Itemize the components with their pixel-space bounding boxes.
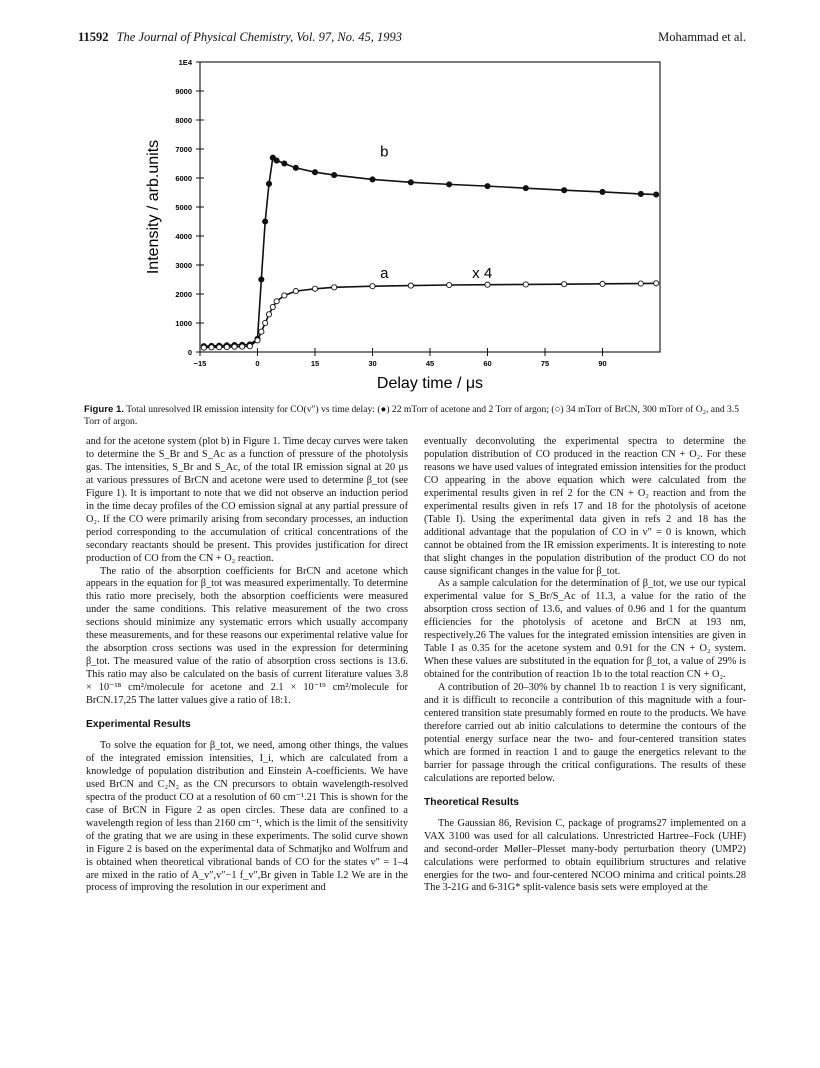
data-point-b — [485, 184, 490, 189]
x-tick-label: 60 — [483, 359, 492, 368]
page-number: 11592 — [78, 30, 109, 44]
data-point-a — [408, 283, 413, 288]
paragraph: eventually deconvoluting the experimental spectra to determine the population distribution of CO produced in the reaction CN + O₂. For these reasons we have used values of integrated emission intensities for the product CO appearing in the above equation which were calculated from the experimental results given in ref 2 for the CN + O₂ reaction and from the experimental results given in refs 17 and 18 for the photolysis of acetone (Table I). Using the experimental data given in refs 2 and 18 has the additional advantage that the population of CO in v″ = 0 is known, which cannot be obtained from the IR emission experiments. It is interesting to note that slight changes in the population distribution of the product CO do not cause significant changes in the value for β_tot. — [424, 436, 746, 577]
data-point-a — [370, 284, 375, 289]
data-point-b — [312, 170, 317, 175]
data-point-a — [282, 293, 287, 298]
right-column — [424, 436, 746, 895]
y-tick-label: 9000 — [175, 87, 192, 96]
scale-annotation: x 4 — [472, 265, 493, 283]
data-point-a — [638, 281, 643, 286]
x-axis-label: Delay time / μs — [376, 375, 484, 392]
data-point-a — [263, 320, 268, 325]
data-point-b — [408, 180, 413, 185]
x-tick-label: −15 — [193, 359, 207, 368]
y-tick-label: 0 — [187, 348, 192, 357]
figure-label: Figure 1. — [84, 404, 124, 415]
y-tick-label: 1000 — [175, 319, 192, 328]
data-point-a — [447, 282, 452, 287]
data-point-b — [293, 165, 298, 170]
paragraph: As a sample calculation for the determination of β_tot, we use our typical experimental value for S_Br/S_Ac of 11.3, a value for the ratio of the absorption cross section of 13.6, and values of 0.96 and 1 for the quantum efficiencies for the photolysis of acetone and BrCN at 193 nm, respectively.26 The values for the integrated emission intensities are given in Table I as 0.35 for the acetone system and 0.91 for the CN + O₂ system. When these values are substituted in the equation for β_tot, a value of 29% is obtained for the contribution of reaction 1b to the total reaction CN + O₂. — [424, 578, 746, 681]
x-tick-label: 0 — [255, 359, 260, 368]
intensity-vs-delay-chart — [130, 52, 690, 402]
paragraph: The ratio of the absorption coefficients for BrCN and acetone which appears in the equation for β_tot was measured experimentally. To determine this ratio more precisely, both the absorption coefficients were measured under the same conditions. This relative measurement of the two cross sections should minimize any systematic errors which usually accompany these measurements, and for these reasons our experimental relative value for the absorption cross sections was used in the expression for determining β_tot. The measured value of the ratio of absorption cross sections is 13.6. This ratio may also be calculated on the basis of current literature values 3.8 × 10⁻¹⁸ cm²/molecule for acetone and 2.1 × 10⁻¹⁹ cm²/molecule for BrCN.17,25 The latter values give a ratio of 18:1. — [86, 565, 408, 707]
data-point-a — [274, 299, 279, 304]
left-column — [86, 436, 408, 895]
x-tick-label: 75 — [540, 359, 550, 368]
data-point-a — [523, 282, 528, 287]
series-annotation-a: a — [380, 265, 389, 283]
y-axis-label: Intensity / arb.units — [145, 139, 162, 275]
section-heading-theoretical: Theoretical Results — [424, 796, 519, 808]
data-point-b — [638, 191, 643, 196]
figure-caption — [84, 404, 744, 428]
data-point-b — [600, 189, 605, 194]
x-tick-label: 15 — [310, 359, 320, 368]
paragraph: A contribution of 20–30% by channel 1b to reaction 1 is very significant, and it is difficult to reconcile a contribution of this magnitude with a four-centered transition state presumably formed en route to the products. We have therefore carried out ab initio calculations to determine the contours of the potential energy surface near the two- and four-centered transition states which are formed in reaction 1 and to gauge the energetics relevant to the barrier for passage through the critical configurations. The results of these calculations are reported below. — [424, 682, 746, 784]
data-point-a — [247, 344, 252, 349]
data-point-b — [447, 182, 452, 187]
journal-title: The Journal of Physical Chemistry, Vol. 97, No. 45, 1993 — [116, 30, 402, 44]
data-point-a — [209, 345, 214, 350]
data-point-a — [485, 282, 490, 287]
y-tick-label: 5000 — [175, 203, 192, 212]
y-tick-label: 1E4 — [178, 58, 192, 67]
data-point-a — [259, 329, 264, 334]
data-point-b — [259, 277, 264, 282]
data-point-a — [312, 286, 317, 291]
data-point-b — [332, 173, 337, 178]
x-tick-label: 30 — [368, 359, 377, 368]
data-point-a — [224, 344, 229, 349]
x-tick-label: 45 — [425, 359, 435, 368]
data-point-a — [266, 312, 271, 317]
data-point-a — [255, 338, 260, 343]
paragraph: and for the acetone system (plot b) in Figure 1. Time decay curves were taken to determine the S_Br and S_Ac as a function of pressure of the photolysis gas. The intensities, S_Br and S_Ac, of the total IR emission signal at 20 μs at various pressures of BrCN and acetone were used to determine β_tot (see Figure 1). It is important to note that we did not observe an induction period in the time decay profiles of the CO emission signal at any partial pressure of O₂. If the CO were primarily arising from secondary processes, an induction period corresponding to the accumulation of critical concentrations of the secondary reactants should be present. This provides justification for direct production of CO from the CN + O₂ reaction. — [86, 436, 408, 564]
data-point-b — [523, 186, 528, 191]
y-tick-label: 7000 — [175, 145, 192, 154]
y-tick-label: 2000 — [175, 290, 192, 299]
data-point-a — [270, 304, 275, 309]
y-tick-label: 6000 — [175, 174, 192, 183]
series-annotation-b: b — [380, 143, 389, 161]
data-point-a — [217, 345, 222, 350]
data-point-a — [654, 281, 659, 286]
data-point-a — [201, 345, 206, 350]
series-line-b — [204, 158, 656, 347]
y-tick-label: 4000 — [175, 232, 192, 241]
data-point-a — [562, 282, 567, 287]
data-point-b — [370, 177, 375, 182]
plot-frame — [200, 62, 660, 352]
data-point-a — [332, 285, 337, 290]
data-point-a — [600, 281, 605, 286]
data-point-b — [654, 192, 659, 197]
data-point-b — [282, 161, 287, 166]
x-tick-label: 90 — [598, 359, 607, 368]
paragraph: The Gaussian 86, Revision C, package of programs27 implemented on a VAX 3100 was used for all calculations. Unrestricted Hartree–Fock (UHF) and second-order Møller–Plesset many-body perturbation theory (UMP2) calculations were performed to obtain equilibrium structures and relative energies for the two- and four-centered NCOO minima and critical points.28 The 3-21G and 6-31G* split-valence basis sets were employed at the — [424, 817, 746, 894]
data-point-a — [240, 344, 245, 349]
running-authors: Mohammad et al. — [658, 30, 746, 44]
y-tick-label: 3000 — [175, 261, 192, 270]
data-point-b — [562, 188, 567, 193]
figure-caption-text: Total unresolved IR emission intensity for CO(v″) vs time delay: (●) 22 mTorr of acetone and 2 Torr of argon; (○) 34 mTorr of BrCN, 300 mTorr of O₂, and 3.5 Torr of argon. — [84, 404, 740, 427]
data-point-a — [293, 289, 298, 294]
paragraph: To solve the equation for β_tot, we need, among other things, the values of the integrated emission intensities, I_i, which are calculated from a knowledge of population distribution and Einstein A-coefficients. We have used BrCN and C₂N₂ as the CN precursors to obtain wavelength-resolved spectra of the product CO at a resolution of 60 cm⁻¹.21 This is shown for the case of BrCN in Figure 2 as open circles. These data are confined to a wavelength region of less than 2160 cm⁻¹, which is the limit of the sensitivity of the grating that we are using in these experiments. The solid curve shown in Figure 2 is based on the experimental data of Schmatjko and Wolfrum and is obtained when theoretical vibrational bands of CO for the states v″ = 1–4 are mixed in the ratio of A_v″,v″−1 f_v″,Br given in Table I.2 We are in the process of improving the resolution in our experiment and — [86, 739, 408, 894]
page-header — [78, 30, 746, 46]
data-point-b — [263, 219, 268, 224]
data-point-b — [274, 158, 279, 163]
y-tick-label: 8000 — [175, 116, 192, 125]
data-point-a — [232, 344, 237, 349]
data-point-b — [266, 181, 271, 186]
section-heading-experimental: Experimental Results — [86, 719, 191, 731]
